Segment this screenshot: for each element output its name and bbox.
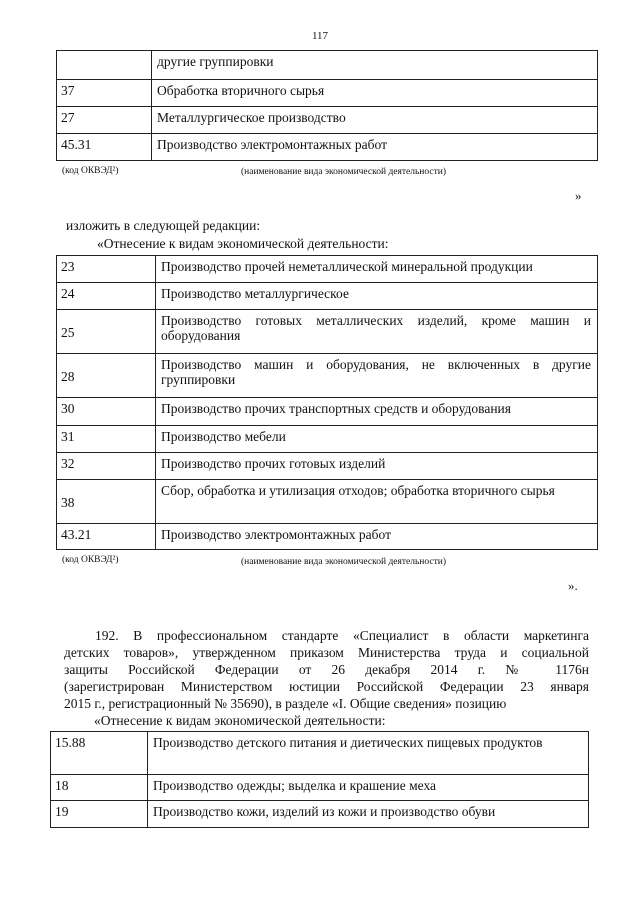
activity-name-cell: Производство детского питания и диетических пищевых продуктов	[148, 732, 589, 775]
table-row	[57, 51, 598, 80]
table-row	[51, 801, 589, 828]
activity-name-cell: Производство прочих готовых изделий	[156, 453, 598, 480]
table-row	[57, 134, 598, 161]
okved-code-cell: 19	[51, 801, 148, 828]
okved-code-cell: 43.21	[57, 524, 156, 550]
paragraph-192-line: 2015 г., регистрационный № 35690), в разделе «I. Общие сведения» позицию	[64, 696, 507, 711]
activity-name-cell: Производство машин и оборудования, не включенных в другие группировки	[156, 354, 598, 398]
okved-code-cell: 27	[57, 107, 152, 134]
table-row	[57, 426, 598, 453]
activity-name-cell: Производство электромонтажных работ	[156, 524, 598, 550]
table-row	[51, 732, 589, 775]
table-row	[51, 775, 589, 801]
activity-name-cell: Производство металлургическое	[156, 283, 598, 310]
caption-name: (наименование вида экономической деятельности)	[241, 557, 446, 567]
okved-code-cell: 37	[57, 80, 152, 107]
table-row	[57, 283, 598, 310]
okved-table-marketing	[50, 731, 589, 828]
okved-code-cell: 24	[57, 283, 156, 310]
table-row	[57, 480, 598, 524]
activity-name-cell: Производство готовых металлических изделий, кроме машин и оборудования	[156, 310, 598, 354]
okved-code-cell: 32	[57, 453, 156, 480]
activity-name-cell: Производство электромонтажных работ	[152, 134, 598, 161]
table-row	[57, 354, 598, 398]
caption-name: (наименование вида экономической деятельности)	[241, 167, 446, 177]
caption-code: (код ОКВЭД²)	[62, 166, 119, 176]
table-row	[57, 256, 598, 283]
okved-code-cell: 30	[57, 398, 156, 426]
table-row	[57, 398, 598, 426]
paragraph-192-line: (зарегистрирован Министерством юстиции Российской Федерации 23 января	[64, 679, 589, 694]
paragraph-192-line: детских товаров», утвержденном приказом Министерства труда и социальной	[64, 645, 589, 660]
okved-code-cell: 23	[57, 256, 156, 283]
okved-table-old	[56, 50, 598, 161]
okved-code-cell: 15.88	[51, 732, 148, 775]
activity-name-cell: Производство мебели	[156, 426, 598, 453]
table-row	[57, 107, 598, 134]
edit-intro-text: изложить в следующей редакции:	[66, 218, 261, 233]
closing-quote: ».	[568, 578, 578, 593]
okved-code-cell: 18	[51, 775, 148, 801]
activity-name-cell: Сбор, обработка и утилизация отходов; обработка вторичного сырья	[156, 480, 598, 524]
table-row	[57, 524, 598, 550]
okved-code-cell: 38	[57, 480, 156, 524]
paragraph-192-line: защиты Российской Федерации от 26 декабря 2014 г. № 1176н	[64, 662, 589, 677]
okved-code-cell: 28	[57, 354, 156, 398]
page-number: 117	[311, 30, 329, 42]
activity-name-cell: другие группировки	[152, 51, 598, 80]
assignment-heading: «Отнесение к видам экономической деятельности:	[97, 236, 389, 251]
activity-name-cell: Производство прочих транспортных средств и оборудования	[156, 398, 598, 426]
okved-table-new	[56, 255, 598, 550]
activity-name-cell: Производство прочей неметаллической минеральной продукции	[156, 256, 598, 283]
assignment-heading: «Отнесение к видам экономической деятельности:	[94, 713, 386, 728]
table-row	[57, 310, 598, 354]
activity-name-cell: Металлургическое производство	[152, 107, 598, 134]
caption-code: (код ОКВЭД²)	[62, 555, 119, 565]
okved-code-cell	[57, 51, 152, 80]
closing-quote: »	[575, 188, 582, 203]
activity-name-cell: Производство одежды; выделка и крашение меха	[148, 775, 589, 801]
activity-name-cell: Производство кожи, изделий из кожи и производство обуви	[148, 801, 589, 828]
table-row	[57, 80, 598, 107]
okved-code-cell: 25	[57, 310, 156, 354]
paragraph-192-line: 192. В профессиональном стандарте «Специалист в области маркетинга	[95, 628, 589, 643]
activity-name-cell: Обработка вторичного сырья	[152, 80, 598, 107]
okved-code-cell: 45.31	[57, 134, 152, 161]
okved-code-cell: 31	[57, 426, 156, 453]
table-row	[57, 453, 598, 480]
